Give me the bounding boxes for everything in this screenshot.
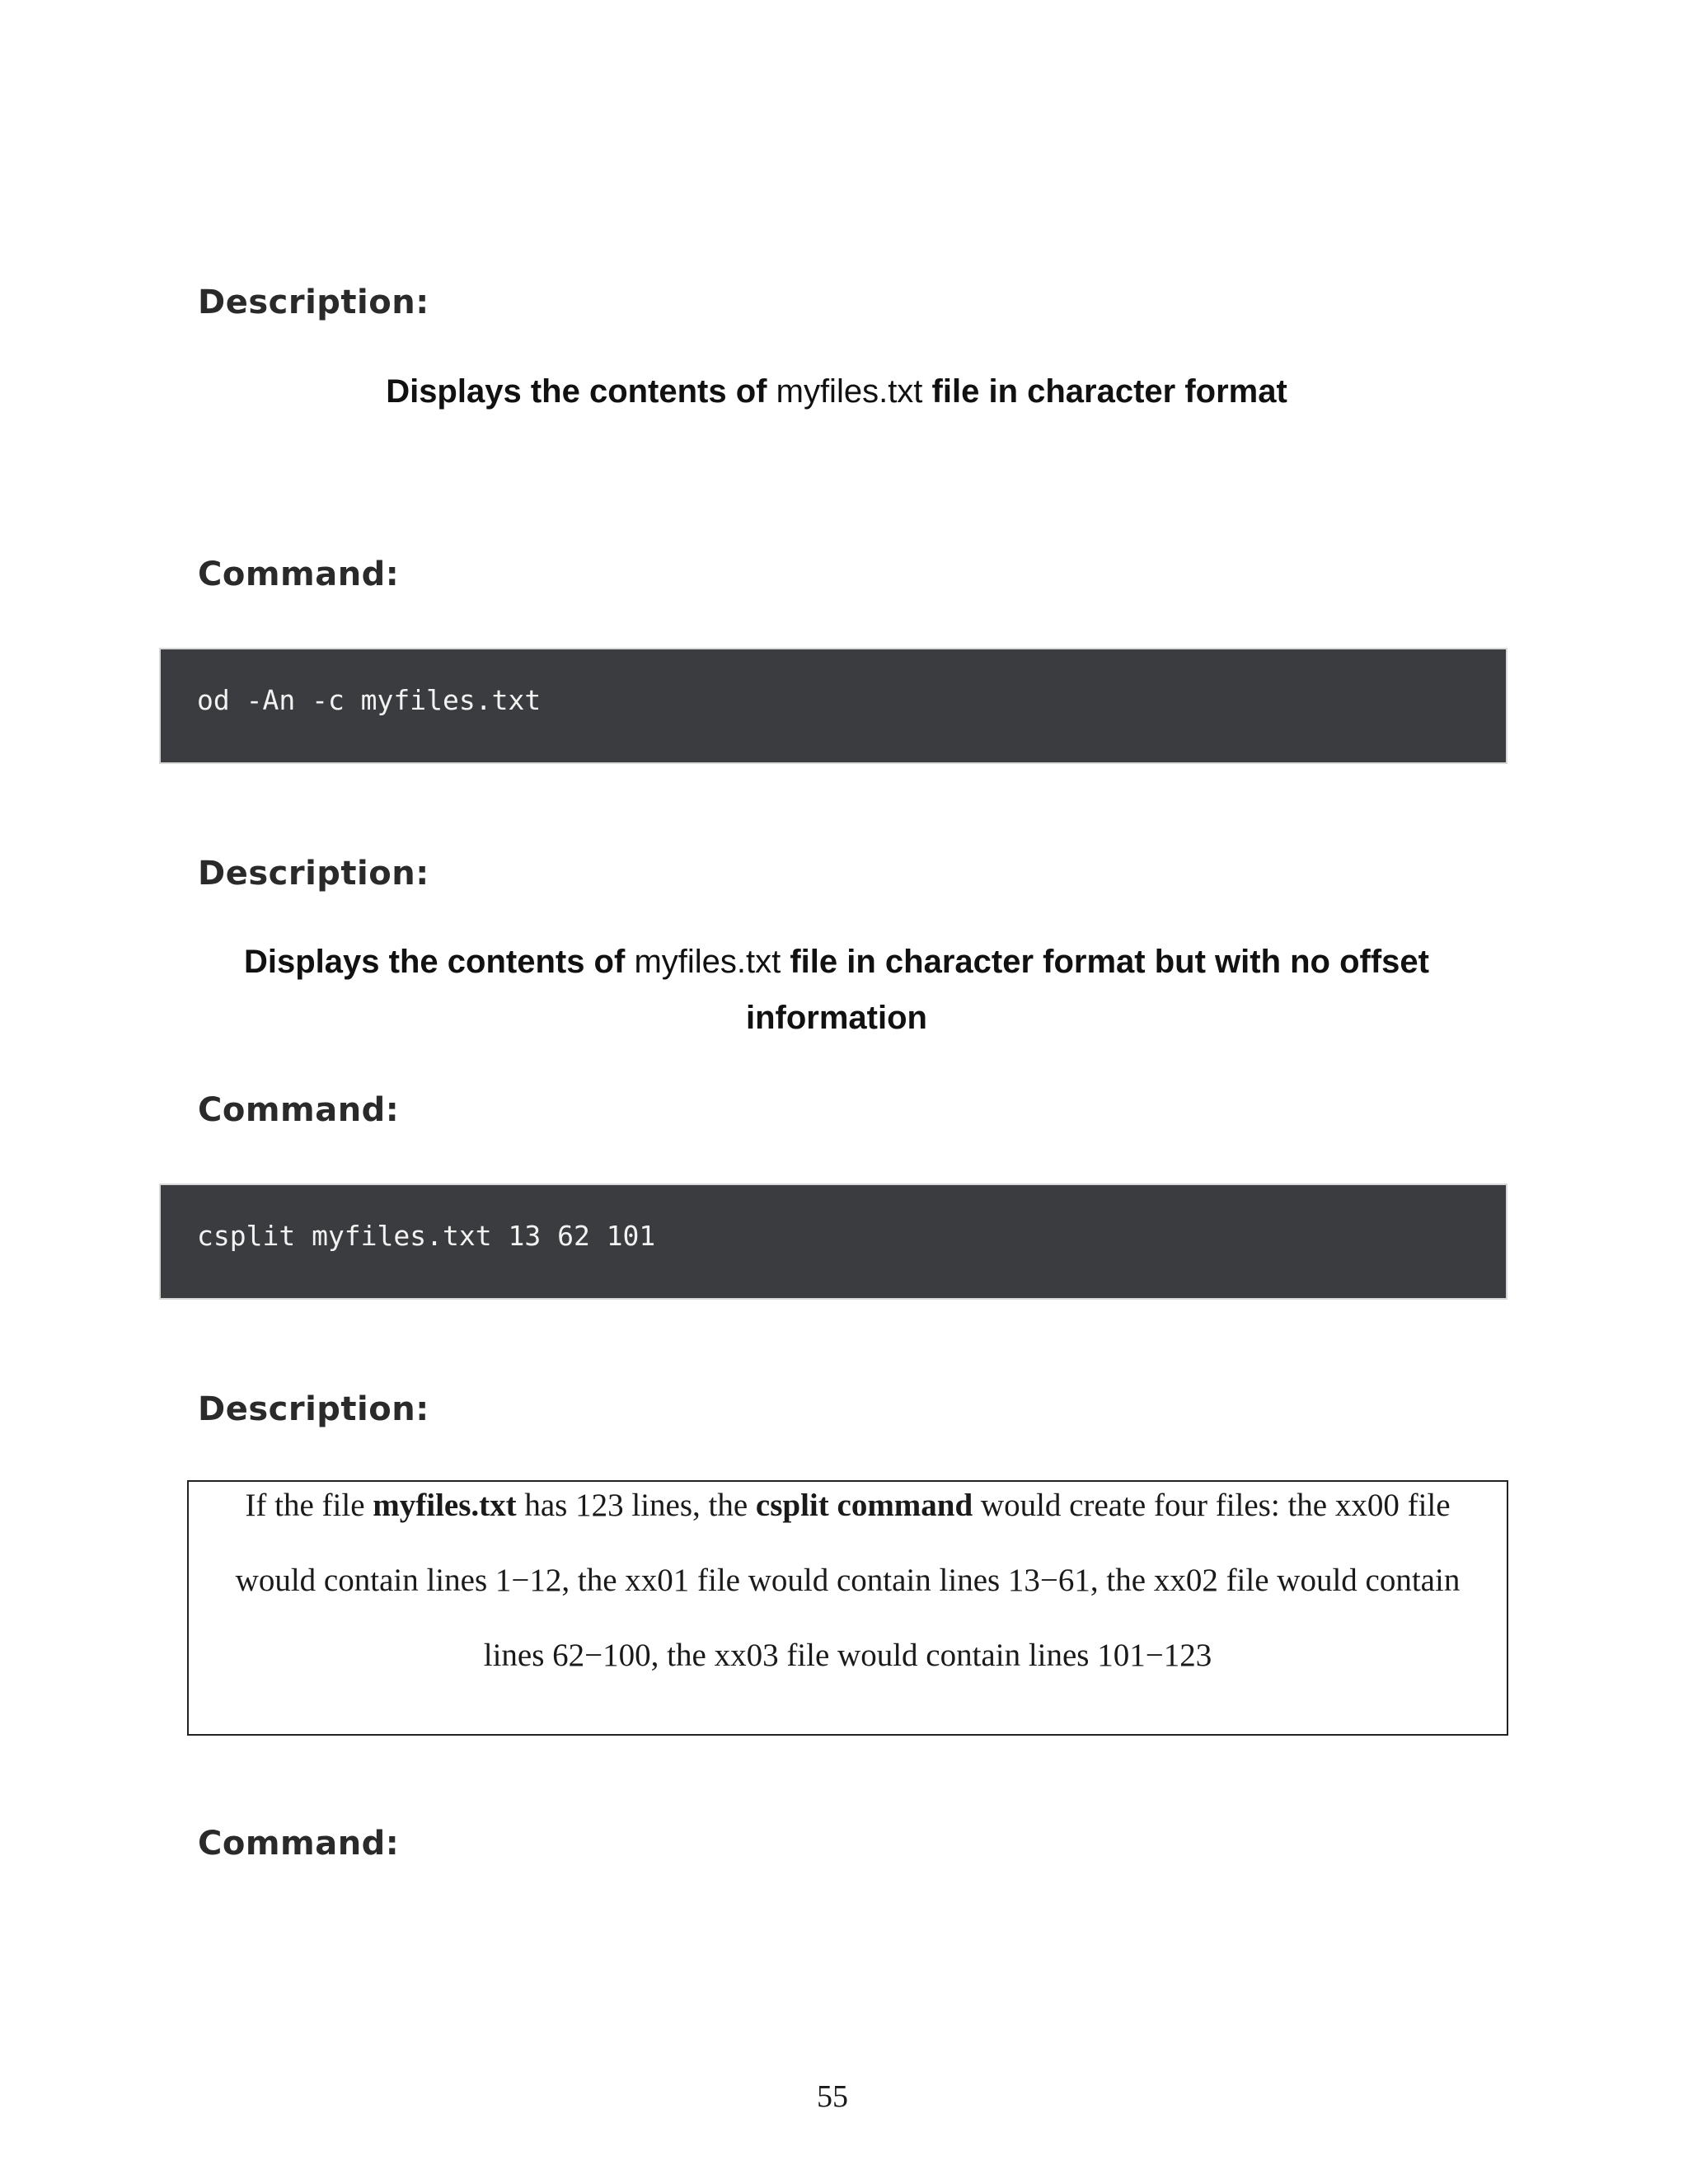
- description-heading-1: Description:: [198, 284, 429, 321]
- note-line-3: lines 62−100, the xx03 file would contain lines 101−123: [483, 1638, 1212, 1673]
- description-text-2-line-2: [0, 1000, 1673, 1037]
- description-text-bold: Displays the contents of: [244, 944, 626, 980]
- note-text: has 123 lines, the: [524, 1488, 748, 1523]
- code-text: od -An -c myfiles.txt: [197, 684, 542, 716]
- code-text: csplit myfiles.txt 13 62 101: [197, 1220, 656, 1252]
- code-block-1: [159, 648, 1507, 764]
- command-heading-1: Command:: [198, 555, 400, 593]
- note-line-2: would contain lines 1−12, the xx01 file would contain lines 13−61, the xx02 file would contain: [235, 1563, 1461, 1598]
- note-text: would create four files: the xx00 file: [980, 1488, 1451, 1523]
- note-text-bold: myfiles.txt: [373, 1488, 517, 1523]
- description-text-bold: information: [746, 1000, 927, 1036]
- page-number: 55: [817, 2079, 848, 2114]
- description-text-bold: Displays the contents of: [386, 373, 767, 410]
- note-text-bold: csplit command: [755, 1488, 973, 1523]
- note-text: If the file: [245, 1488, 365, 1523]
- filename-text: myfiles.txt: [634, 944, 781, 980]
- note-box: [187, 1480, 1508, 1736]
- command-heading-3: Command:: [198, 1825, 400, 1863]
- code-block-2: [159, 1183, 1507, 1300]
- description-text-bold: file in character format but with no offset: [790, 944, 1429, 980]
- description-text-2-line-1: [0, 944, 1673, 981]
- description-text-1: [0, 373, 1673, 410]
- description-heading-3: Description:: [198, 1390, 429, 1428]
- description-heading-2: Description:: [198, 855, 429, 893]
- description-text-bold: file in character format: [931, 373, 1287, 410]
- command-heading-2: Command:: [198, 1091, 400, 1129]
- filename-text: myfiles.txt: [776, 373, 923, 410]
- note-line-1: [189, 1487, 1507, 1524]
